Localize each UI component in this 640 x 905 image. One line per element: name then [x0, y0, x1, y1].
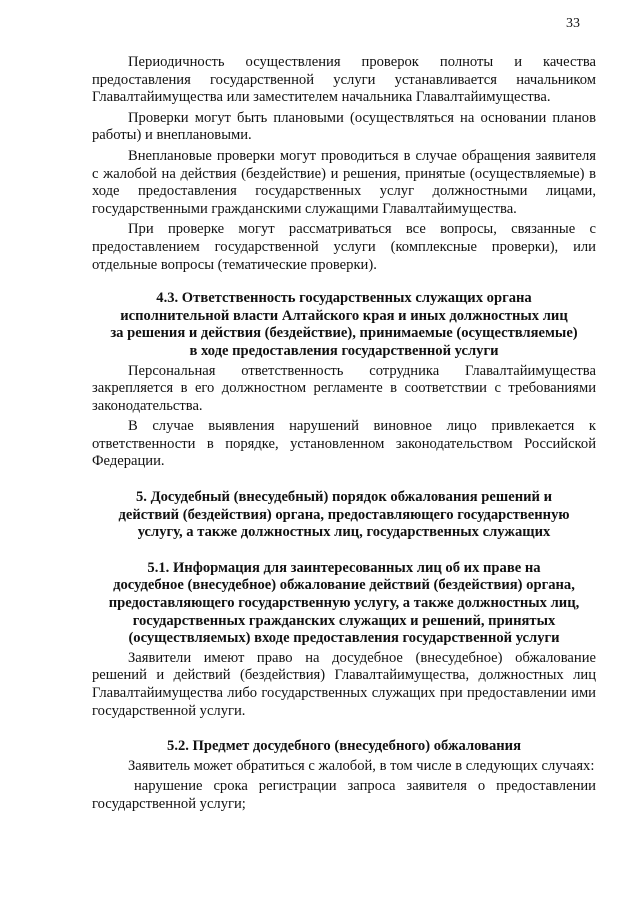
heading-5-2 [92, 738, 596, 756]
document-body [92, 54, 596, 817]
paragraph: В случае выявления нарушений виновное лицо привлекается к ответственности в порядке, установленном законодательством Российской Федерации. [92, 418, 596, 470]
heading-line: услугу, а также должностных лиц, государственных служащих [137, 524, 551, 541]
heading-line: за решения и действия (бездействие), принимаемые (осуществляемые) [110, 325, 578, 342]
heading-line: предоставляющего государственную услугу, а также должностных лиц, [108, 595, 580, 612]
heading-line: 5. Досудебный (внесудебный) порядок обжалования решений и [136, 489, 552, 506]
section-5-1-text [92, 650, 596, 720]
section-4-3-text [92, 363, 596, 472]
paragraph: Внеплановые проверки могут проводиться в случае обращения заявителя с жалобой на действия (бездействие) и решения, принятые (осуществляемые) в ходе предоставления государственных услуг должностными лицами, государственными гражданскими служащими Главалтайимущества. [92, 147, 596, 217]
heading-line: (осуществляемых) входе предоставления государственной услуги [128, 630, 560, 647]
heading-line: в ходе предоставления государственной услуги [189, 342, 499, 359]
paragraph: Персональная ответственность сотрудника Главалтайимущества закрепляется в его должностном регламенте в соответствии с требованиями законодательства. [92, 362, 596, 414]
section-4-2-text [92, 54, 596, 274]
heading-5-1 [92, 560, 596, 648]
heading-line: досудебное (внесудебное) обжалование действий (бездействия) органа, [113, 577, 575, 594]
heading-line: государственных гражданских служащих и решений, принятых [132, 612, 556, 629]
heading-5 [92, 489, 596, 542]
heading-line: 5.2. Предмет досудебного (внесудебного) обжалования [167, 738, 521, 755]
heading-line: 4.3. Ответственность государственных служащих органа [156, 290, 532, 307]
page-number: 33 [566, 16, 580, 31]
paragraph: Периодичность осуществления проверок полноты и качества предоставления государственной услуги устанавливается начальником Главалтайимущества или заместителем начальника Главалтайимущества. [92, 54, 596, 106]
paragraph: Заявители имеют право на досудебное (внесудебное) обжалование решений и действий (бездействия) Главалтайимущества, должностных лиц Главалтайимущества либо государственных служащих при предоставлении ими государственной услуги. [92, 649, 596, 719]
heading-line: исполнительной власти Алтайского края и иных должностных лиц [120, 307, 568, 324]
section-5-2-text [92, 758, 596, 814]
heading-4-3 [92, 290, 596, 360]
paragraph: При проверке могут рассматриваться все вопросы, связанные с предоставлением государственной услуги (комплексные проверки), или отдельные вопросы (тематические проверки). [92, 221, 596, 273]
paragraph: Заявитель может обратиться с жалобой, в том числе в следующих случаях: [128, 757, 595, 774]
heading-line: действий (бездействия) органа, предоставляющего государственную [118, 506, 570, 523]
heading-line: 5.1. Информация для заинтересованных лиц об их праве на [147, 559, 541, 576]
list-item: нарушение срока регистрации запроса заявителя о предоставлении государственной услуги; [92, 778, 596, 812]
paragraph: Проверки могут быть плановыми (осуществляться на основании планов работы) и внеплановыми. [92, 109, 596, 144]
